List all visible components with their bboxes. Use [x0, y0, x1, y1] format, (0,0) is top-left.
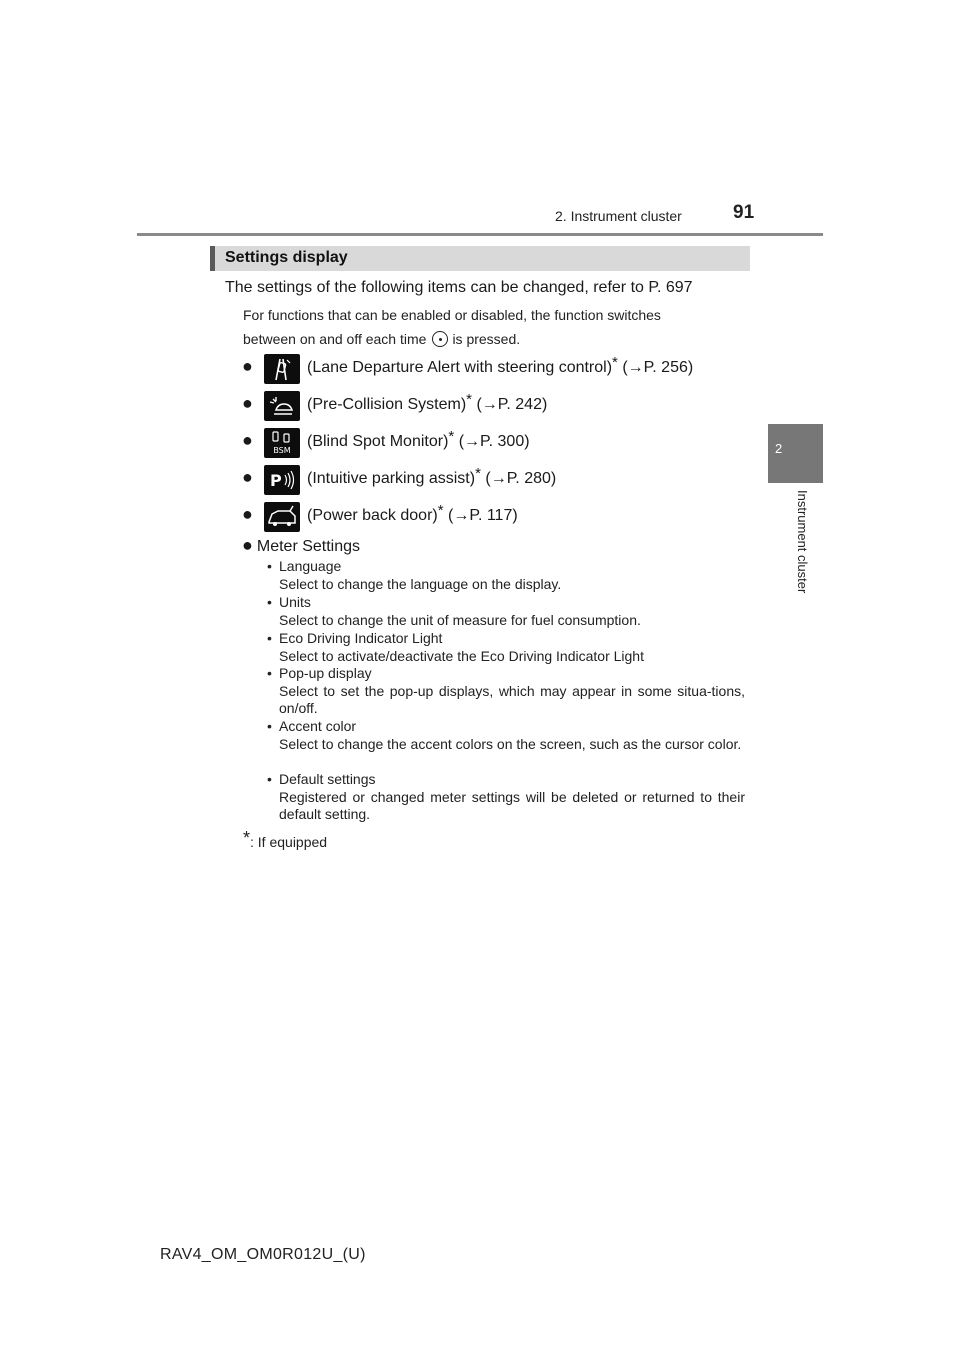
lane-departure-alert-icon — [264, 354, 300, 384]
page-reference-link[interactable]: (→P. 280) — [485, 470, 557, 487]
svg-text:P: P — [270, 471, 282, 490]
page-reference-link[interactable]: (→P. 300) — [458, 433, 530, 450]
chapter-label: Instrument cluster — [795, 490, 810, 594]
bullet-icon: ● — [242, 430, 253, 450]
setting-description: Select to change the language on the display. — [279, 575, 562, 592]
intro-text: The settings of the following items can be changed, refer to P. 697 — [225, 279, 693, 296]
page-reference-link[interactable]: (→P. 117) — [448, 507, 518, 524]
chapter-tab — [768, 424, 823, 483]
meter-settings-heading — [242, 535, 360, 556]
setting-description: Select to change the unit of measure for fuel consumption. — [279, 611, 641, 628]
asterisk-mark: * — [448, 428, 455, 445]
note-text-after: is pressed. — [452, 331, 521, 347]
svg-text:BSM: BSM — [273, 446, 291, 455]
setting-title: • Units — [265, 594, 745, 612]
meter-setting-language — [265, 558, 745, 593]
section-title: Settings display — [225, 249, 348, 266]
setting-title: • Language — [265, 558, 745, 576]
header-divider — [137, 233, 823, 236]
document-code: RAV4_OM_OM0R012U_(U) — [160, 1246, 366, 1263]
item-label: (Pre-Collision System) — [307, 396, 467, 413]
power-back-door-icon — [264, 502, 300, 532]
bullet-icon: ● — [242, 504, 253, 524]
note-text-before: between on and off each time — [243, 331, 427, 347]
item-label: (Intuitive parking assist) — [307, 470, 476, 487]
bullet-icon: ● — [242, 535, 253, 555]
asterisk-mark: * — [466, 391, 472, 408]
setting-description: Select to set the pop-up displays, which may appear in some situa-tions, on/off. — [279, 682, 745, 717]
blind-spot-monitor-icon — [264, 428, 300, 458]
meter-setting-eco-driving — [265, 630, 745, 665]
bullet-icon: ● — [242, 356, 253, 376]
enter-button-icon — [432, 331, 448, 347]
meter-setting-popup — [265, 665, 745, 718]
pre-collision-system-icon — [264, 391, 300, 421]
item-label: (Lane Departure Alert with steering control) — [307, 359, 613, 376]
setting-description: Registered or changed meter settings will be deleted or returned to their default setting. — [279, 788, 745, 823]
setting-title: • Default settings — [265, 771, 745, 789]
page-number: 91 — [733, 202, 755, 223]
setting-title: • Eco Driving Indicator Light — [265, 630, 745, 648]
bullet-icon: ● — [242, 467, 253, 487]
setting-title: • Pop-up display — [265, 665, 745, 683]
running-header-section: 2. Instrument cluster — [555, 208, 682, 224]
bullet-icon: ● — [242, 393, 253, 413]
asterisk-mark: * — [612, 354, 618, 371]
asterisk-mark: * — [475, 465, 481, 482]
chapter-number: 2 — [775, 441, 783, 456]
item-label: (Blind Spot Monitor) — [307, 433, 449, 450]
footnote-asterisk: * — [243, 828, 251, 848]
setting-description: Select to change the accent colors on the screen, such as the cursor color. — [279, 735, 742, 752]
setting-title: • Accent color — [265, 718, 745, 736]
asterisk-mark: * — [437, 502, 444, 519]
section-title-bar — [210, 246, 750, 271]
page-reference-link[interactable]: (→P. 242) — [476, 396, 548, 413]
note-line-1: For functions that can be enabled or disabled, the function switches — [243, 307, 661, 323]
item-label: (Power back door) — [307, 507, 438, 524]
setting-description: Select to activate/deactivate the Eco Driving Indicator Light — [279, 647, 644, 664]
meter-setting-default — [265, 771, 745, 824]
meter-setting-accent-color — [265, 718, 745, 753]
page-reference-link[interactable]: (→P. 256) — [622, 359, 694, 376]
intuitive-parking-assist-icon — [264, 465, 300, 495]
note-line-2 — [243, 327, 745, 351]
meter-setting-units — [265, 594, 745, 629]
meter-settings-title: Meter Settings — [256, 538, 361, 555]
footnote — [243, 828, 327, 850]
footnote-text: : If equipped — [250, 834, 328, 850]
